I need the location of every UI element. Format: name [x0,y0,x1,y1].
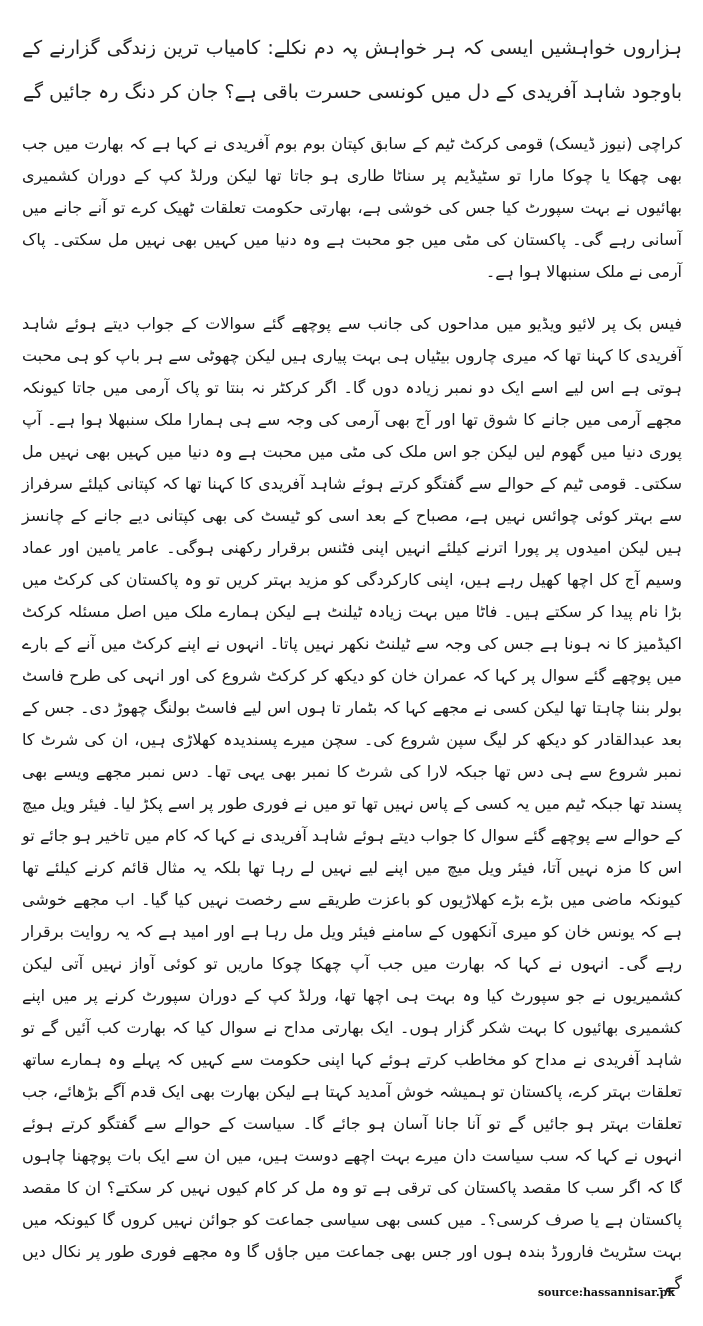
article [22,26,682,1300]
article-paragraph-body: فیس بک پر لائیو ویڈیو میں مداحوں کی جانب سے پوچھے گئے سوالات کے جواب دیتے ہوئے شاہد آفریدی کا کہنا تھا کہ میری چاروں بیٹیاں ہی بہت پیاری ہیں لیکن چھوٹی سے ہر باپ کو ہی محبت ہوتی ہے اس لیے اسے ایک دو نمبر زیادہ دوں گا۔ اگر کرکٹر نہ بنتا تو پاک آرمی میں جاتا کیونکہ مجھے آرمی میں جانے کا شوق تھا اور آج بھی آرمی کی وجہ سے ہی ہمارا ملک سنبھلا ہوا ہے۔ آپ پوری دنیا میں گھوم لیں لیکن جو اس ملک کی مٹی میں محبت ہے وہ دنیا میں کہیں بھی نہیں مل سکتی۔ قومی ٹیم کے حوالے سے گفتگو کرتے ہوئے شاہد آفریدی کا کہنا تھا کہ کپتانی کیلئے سرفراز سے بہتر کوئی چوائس نہیں ہے، مصباح کے بعد اسی کو ٹیسٹ کی بھی کپتانی دیے جانے کے چانسز ہیں لیکن امیدوں پر پورا اترنے کیلئے انہیں اپنی فٹنس برقرار رکھنی ہوگی۔ عامر یامین اور عماد وسیم آج کل اچھا کھیل رہے ہیں، اپنی کارکردگی کو مزید بہتر کریں تو وہ پاکستان کی کرکٹ میں بڑا نام پیدا کر سکتے ہیں۔ فاٹا میں بہت زیادہ ٹیلنٹ ہے لیکن ہمارے ملک میں اصل مسئلہ کرکٹ اکیڈمیز کا نہ ہونا ہے جس کی وجہ سے ٹیلنٹ نکھر نہیں پاتا۔ انہوں نے اپنے کرکٹ میں آنے کے بارے میں پوچھے گئے سوال پر کہا کہ عمران خان کو دیکھ کر کرکٹ شروع کی اور انہی کی طرح فاسٹ بولر بننا چاہتا تھا لیکن کسی نے مجھے کہا کہ بٹمار تا ہوں اس لیے فاسٹ بولنگ چھوڑ دی۔ جس کے بعد عبدالقادر کو دیکھ کر لیگ سپن شروع کی۔ سچن میرے پسندیدہ کھلاڑی ہیں، ان کی شرٹ کا نمبر شروع سے ہی دس تھا جبکہ لارا کی شرٹ کا نمبر بھی یہی تھا۔ دس نمبر مجھے ویسے بھی پسند تھا جبکہ ٹیم میں یہ کسی کے پاس نہیں تھا تو میں نے فوری طور پر اسے پکڑ لیا۔ فیئر ویل میچ کے حوالے سے پوچھے گئے سوال کا جواب دیتے ہوئے شاہد آفریدی نے کہا کہ کام میں تاخیر ہو جائے تو اس کا مزہ نہیں آتا، فیئر ویل میچ میں اپنے لیے نہیں لے رہا تھا بلکہ یہ مثال قائم کرنے کیلئے تھا کیونکہ ماضی میں بڑے بڑے کھلاڑیوں کو باعزت طریقے سے رخصت نہیں کیا گیا۔ اب مجھے خوشی ہے کہ یونس خان کو میری آنکھوں کے سامنے فیئر ویل مل رہا ہے اور امید ہے کہ یہ روایت برقرار رہے گی۔ انہوں نے کہا کہ بھارت میں جب آپ چھکا چوکا ماریں تو کوئی آواز نہیں آتی لیکن کشمیریوں نے جو سپورٹ کیا وہ بہت ہی اچھا تھا، ورلڈ کپ کے دوران سپورٹ کرنے پر میں اپنے کشمیری بھائیوں کا بہت شکر گزار ہوں۔ ایک بھارتی مداح نے سوال کیا کہ بھارت کب آئیں گے تو شاہد آفریدی نے مداح کو مخاطب کرتے ہوئے کہا اپنی حکومت سے کہیں کہ پہلے وہ ہمارے ساتھ تعلقات بہتر کرے، پاکستان تو ہمیشہ خوش آمدید کہتا ہے لیکن بھارت بھی ایک قدم آگے بڑھائے، جب تعلقات بہتر ہو جائیں گے تو آنا جانا آسان ہو جائے گا۔ سیاست کے حوالے سے گفتگو کرتے ہوئے انہوں نے کہا کہ سب سیاست دان میرے بہت اچھے دوست ہیں، میں ان سے ایک بات پوچھنا چاہوں گا کہ اگر سب کا مقصد پاکستان کی ترقی ہے تو وہ مل کر کام کیوں نہیں کر سکتے؟ ان کا مقصد پاکستان ہے یا صرف کرسی؟۔ میں کسی بھی سیاسی جماعت کو جوائن نہیں کروں گا کیونکہ میں بہت سٹریٹ فارورڈ بندہ ہوں اور جس بھی جماعت میں جاؤں گا وہ مجھے فوری طور پر نکال دیں گے۔ [22,314,683,1293]
source-credit: source:hassannisar.pk [537,1286,675,1299]
article-paragraph-lead: کراچی (نیوز ڈیسک) قومی کرکٹ ٹیم کے سابق کپتان بوم بوم آفریدی نے کہا ہے کہ بھارت میں جب بھی چھکا یا چوکا مارا تو سٹیڈیم پر سناٹا طاری ہو جاتا تھا لیکن ورلڈ کپ کے دوران کشمیری بھائیوں نے بہت سپورٹ کیا جس کی خوشی ہے، بھارتی حکومت تعلقات ٹھیک کرے تو آنے جانے میں آسانی رہے گی۔ پاکستان کی مٹی میں جو محبت ہے وہ دنیا میں کہیں بھی نہیں مل سکتی۔ پاک آرمی نے ملک سنبھالا ہوا ہے۔ [22,134,682,281]
article-headline: ہزاروں خواہشیں ایسی کہ ہر خواہش پہ دم نکلے: کامیاب ترین زندگی گزارنے کے باوجود شاہد آفریدی کے دل میں کونسی حسرت باقی ہے؟ جان کر دنگ رہ جائیں گے [22,37,682,103]
